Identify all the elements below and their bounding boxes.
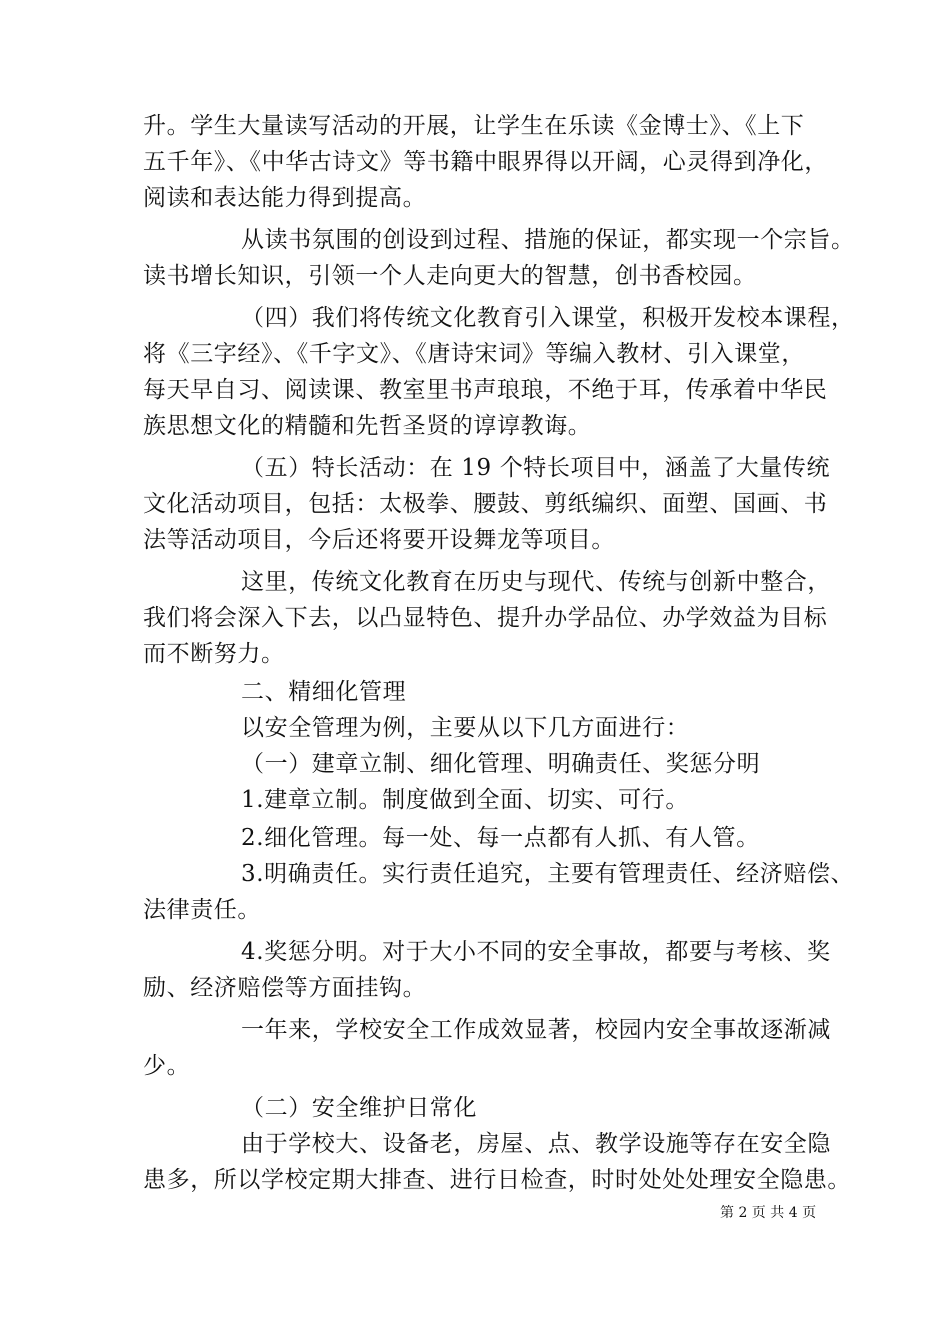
section-heading: 二、精细化管理 xyxy=(241,679,407,705)
list-item-line: 2.细化管理。每一处、每一点都有人抓、有人管。 xyxy=(241,825,760,851)
page-number: 第 2 页 共 4 页 xyxy=(720,1205,817,1221)
subsection-heading: （一）建章立制、细化管理、明确责任、奖惩分明 xyxy=(241,751,761,777)
paragraph-start-line: 以安全管理为例，主要从以下几方面进行： xyxy=(241,715,690,741)
paragraph-start-line: （四）我们将传统文化教育引入课堂，积极开发校本课程， xyxy=(241,305,855,331)
text-line: 我们将会深入下去，以凸显特色、提升办学品位、办学效益为目标 xyxy=(143,605,828,631)
text-line: 每天早自习、阅读课、教室里书声琅琅，不绝于耳，传承着中华民 xyxy=(143,377,828,403)
text-line: 将《三字经》、《千字文》、《唐诗宋词》等编入教材、引入课堂， xyxy=(143,341,805,367)
text-line: 读书增长知识，引领一个人走向更大的智慧，创书香校园。 xyxy=(143,263,757,289)
paragraph-start-line: 从读书氛围的创设到过程、措施的保证，都实现一个宗旨。 xyxy=(241,227,855,253)
paragraph-start-line: 一年来，学校安全工作成效显著，校园内安全事故逐渐减 xyxy=(241,1017,831,1043)
text-line: 法等活动项目，今后还将要开设舞龙等项目。 xyxy=(143,527,615,553)
paragraph-start-line: 由于学校大、设备老，房屋、点、教学设施等存在安全隐 xyxy=(241,1131,831,1157)
text-line: 少。 xyxy=(143,1053,191,1079)
text-line: 族思想文化的精髓和先哲圣贤的谆谆教诲。 xyxy=(143,413,592,439)
text-line: 而不断努力。 xyxy=(143,641,285,667)
paragraph-start-line: 这里，传统文化教育在历史与现代、传统与创新中整合， xyxy=(241,569,831,595)
paragraph-start-line: （五）特长活动：在 19 个特长项目中，涵盖了大量传统 xyxy=(241,455,831,481)
subsection-heading: （二）安全维护日常化 xyxy=(241,1095,477,1121)
text-line: 患多，所以学校定期大排查、进行日检查，时时处处处理安全隐患。 xyxy=(143,1167,851,1193)
list-item-line: 1.建章立制。制度做到全面、切实、可行。 xyxy=(241,787,689,813)
text-line: 阅读和表达能力得到提高。 xyxy=(143,185,427,211)
list-item-line: 3.明确责任。实行责任追究，主要有管理责任、经济赔偿、 xyxy=(241,861,855,887)
text-line: 五千年》、《中华古诗文》等书籍中眼界得以开阔，心灵得到净化， xyxy=(143,149,828,175)
text-line: 法律责任。 xyxy=(143,897,261,923)
text-line: 文化活动项目，包括：太极拳、腰鼓、剪纸编织、面塑、国画、书 xyxy=(143,491,828,517)
list-item-line: 4.奖惩分明。对于大小不同的安全事故，都要与考核、奖 xyxy=(241,939,831,965)
text-line: 励、经济赔偿等方面挂钩。 xyxy=(143,975,427,1001)
text-line: 升。学生大量读写活动的开展，让学生在乐读《金博士》、《上下 xyxy=(143,113,805,139)
